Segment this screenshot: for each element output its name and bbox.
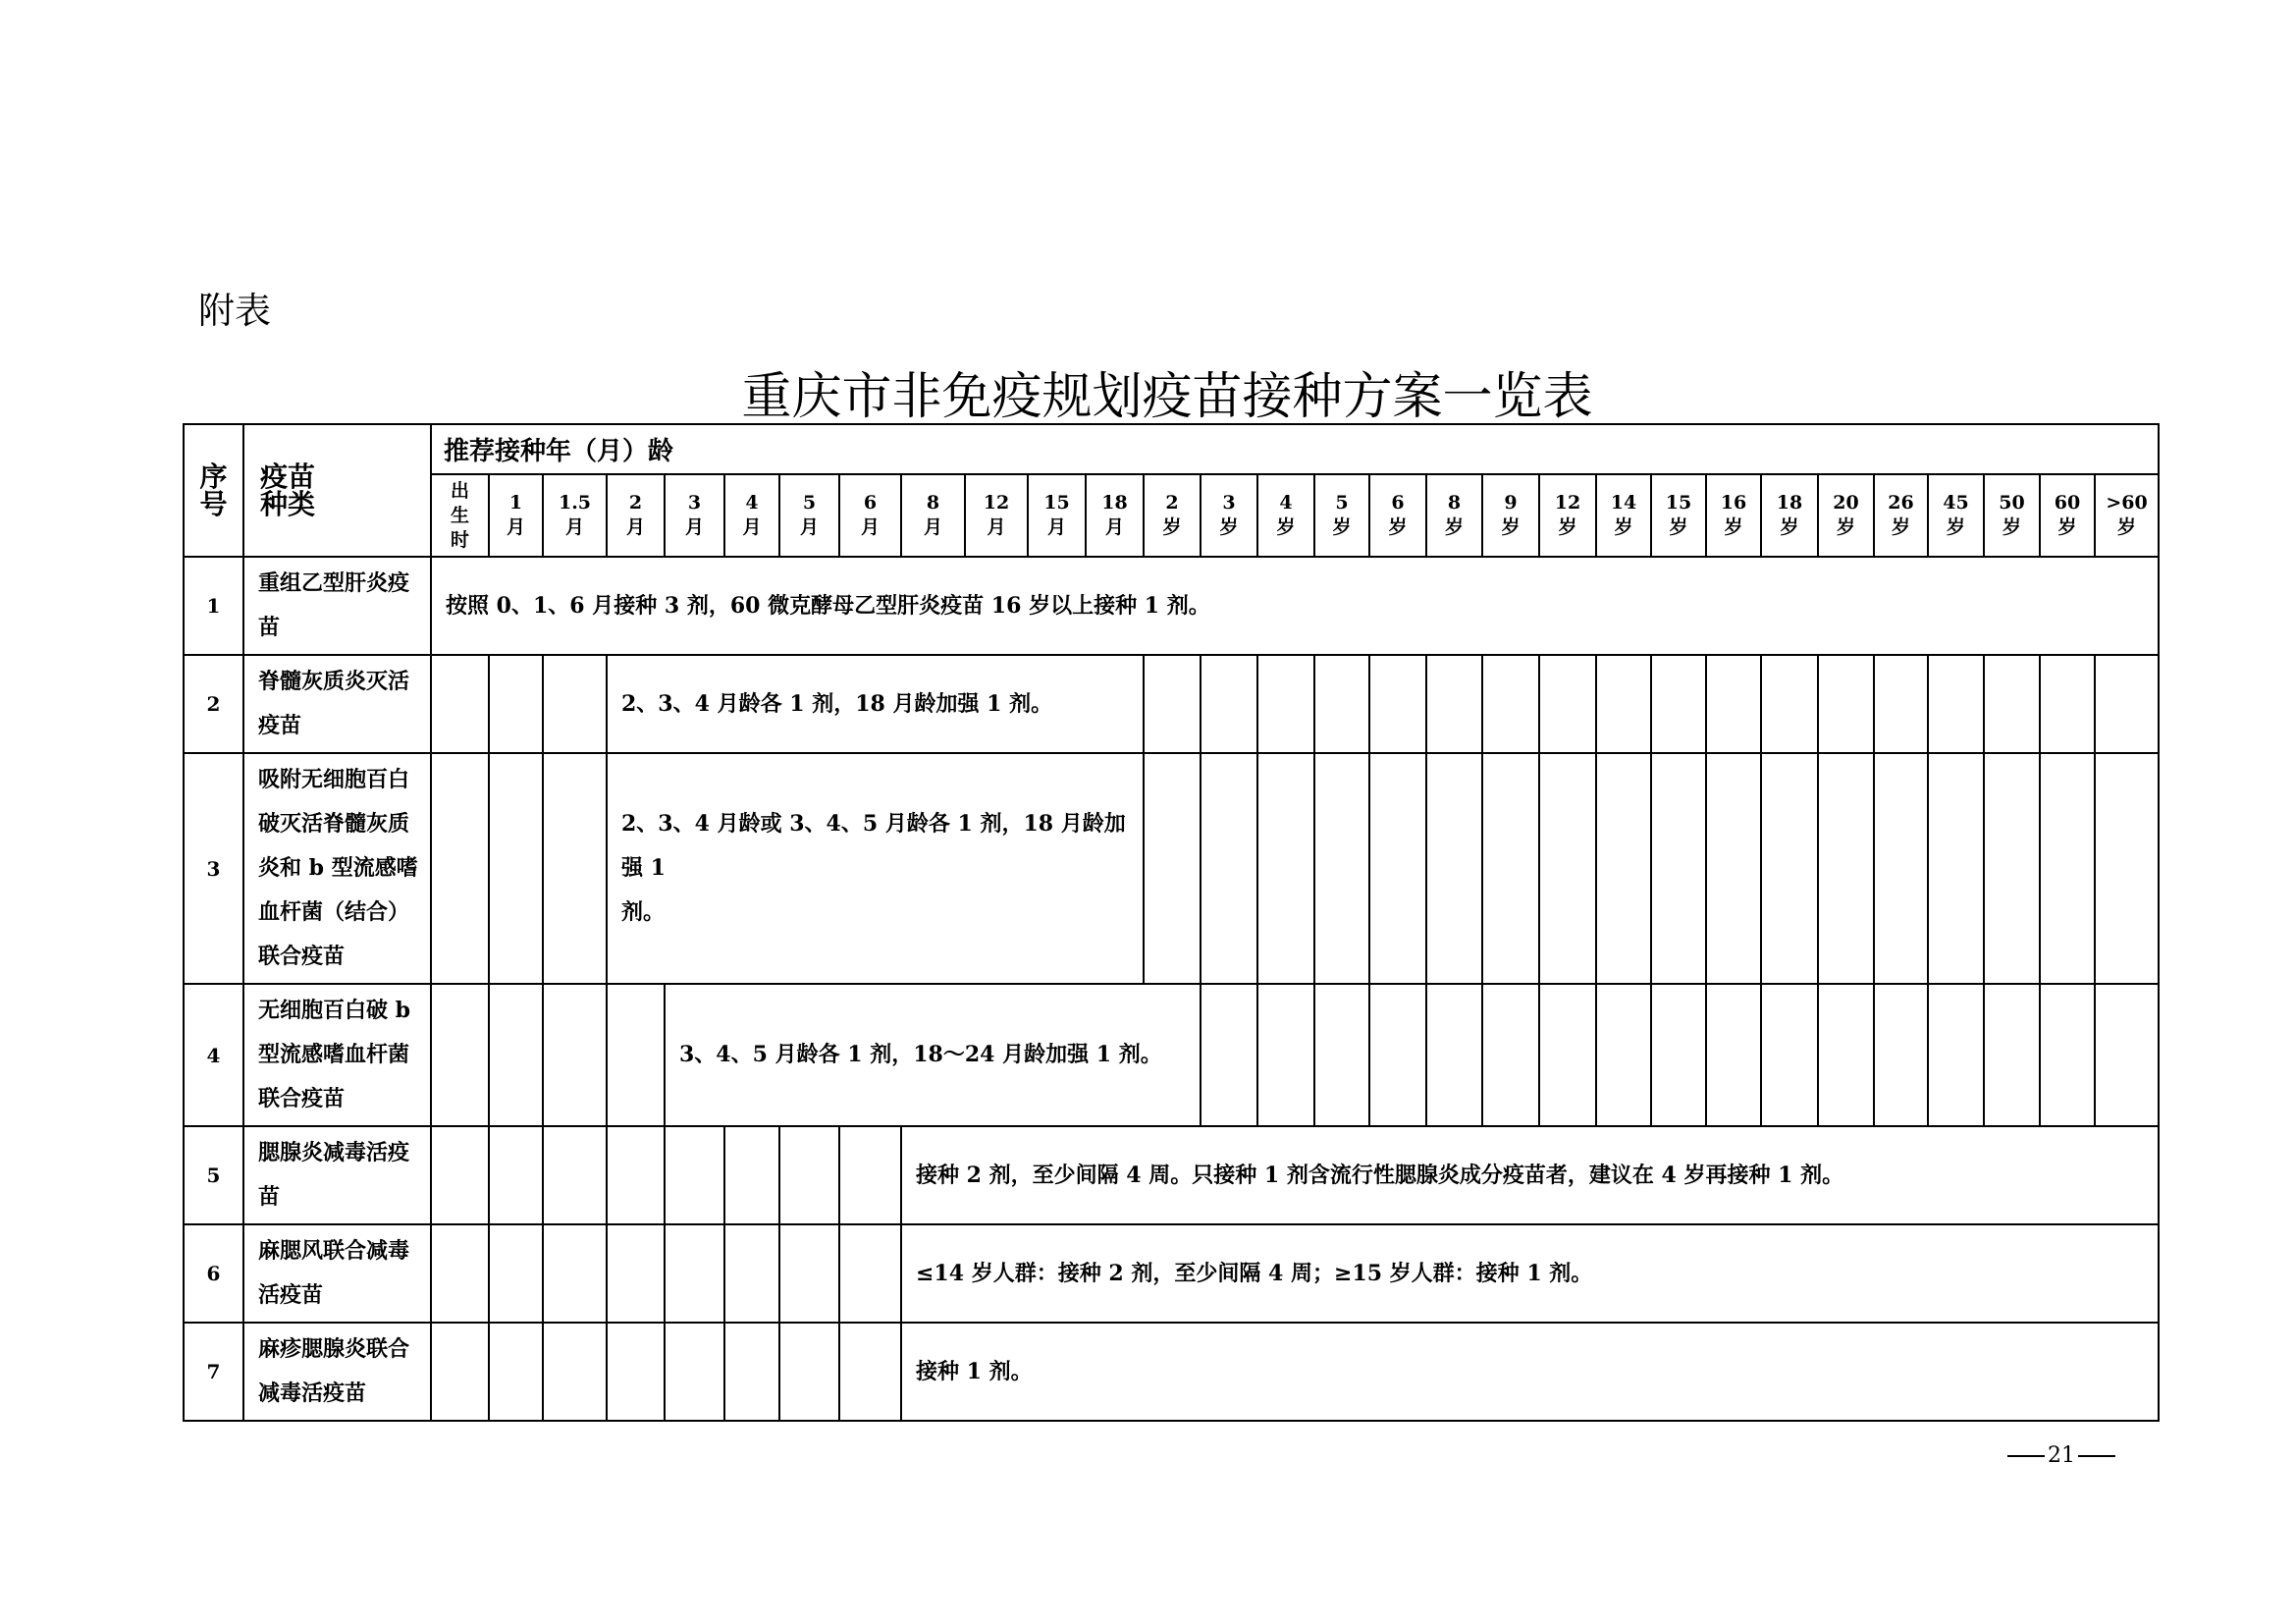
empty-age-cell — [543, 1224, 607, 1323]
age-header-cell: 12 岁 — [1539, 474, 1596, 557]
seq-header: 序 号 — [184, 424, 243, 557]
age-header-cell: >60 岁 — [2095, 474, 2159, 557]
empty-age-cell — [543, 753, 607, 984]
table-row — [184, 984, 2159, 1126]
empty-age-cell — [724, 1323, 779, 1421]
age-group-header: 推荐接种年（月）龄 — [431, 424, 2159, 474]
age-header-cell: 16 岁 — [1706, 474, 1761, 557]
empty-age-cell — [489, 655, 543, 753]
schedule-description: 按照 0、1、6 月接种 3 剂，60 微克酵母乙型肝炎疫苗 16 岁以上接种 1 剂。 — [431, 557, 2159, 655]
empty-age-cell — [2095, 655, 2159, 753]
row-number: 6 — [184, 1224, 243, 1323]
appendix-label: 附表 — [198, 290, 271, 332]
empty-age-cell — [779, 1224, 839, 1323]
table-row — [184, 753, 2159, 984]
row-number: 7 — [184, 1323, 243, 1421]
empty-age-cell — [1761, 753, 1818, 984]
age-header-cell: 9 岁 — [1482, 474, 1539, 557]
empty-age-cell — [1426, 984, 1482, 1126]
age-header-cell: 26 岁 — [1874, 474, 1928, 557]
row-number: 3 — [184, 753, 243, 984]
schedule-description: 2、3、4 月龄或 3、4、5 月龄各 1 剂，18 月龄加强 1 剂。 — [607, 753, 1144, 984]
empty-age-cell — [607, 1323, 665, 1421]
empty-age-cell — [1596, 655, 1651, 753]
empty-age-cell — [2095, 753, 2159, 984]
age-header-cell: 1 月 — [489, 474, 543, 557]
empty-age-cell — [543, 984, 607, 1126]
empty-age-cell — [2095, 984, 2159, 1126]
empty-age-cell — [1651, 655, 1706, 753]
empty-age-cell — [607, 1224, 665, 1323]
empty-age-cell — [1539, 984, 1596, 1126]
empty-age-cell — [1201, 753, 1257, 984]
empty-age-cell — [1928, 984, 1984, 1126]
empty-age-cell — [1144, 753, 1201, 984]
empty-age-cell — [1314, 753, 1369, 984]
table-row — [184, 1323, 2159, 1421]
empty-age-cell — [2040, 984, 2095, 1126]
empty-age-cell — [1651, 753, 1706, 984]
empty-age-cell — [1761, 984, 1818, 1126]
empty-age-cell — [1257, 984, 1314, 1126]
age-header-cell: 50 岁 — [1984, 474, 2040, 557]
empty-age-cell — [665, 1126, 724, 1224]
age-header-cell: 2 岁 — [1144, 474, 1201, 557]
table-row — [184, 557, 2159, 655]
age-header-cell: 18 月 — [1086, 474, 1144, 557]
empty-age-cell — [1706, 655, 1761, 753]
empty-age-cell — [1761, 655, 1818, 753]
empty-age-cell — [665, 1224, 724, 1323]
empty-age-cell — [2040, 753, 2095, 984]
empty-age-cell — [1596, 753, 1651, 984]
empty-age-cell — [2040, 655, 2095, 753]
empty-age-cell — [431, 753, 489, 984]
vaccine-name: 吸附无细胞百白 破灭活脊髓灰质 炎和 b 型流感嗜 血杆菌（结合） 联合疫苗 — [243, 753, 431, 984]
age-header-cell: 4 岁 — [1257, 474, 1314, 557]
empty-age-cell — [1369, 753, 1426, 984]
empty-age-cell — [543, 1126, 607, 1224]
schedule-description: 3、4、5 月龄各 1 剂，18～24 月龄加强 1 剂。 — [665, 984, 1201, 1126]
age-header-cell: 60 岁 — [2040, 474, 2095, 557]
age-header-cell: 12 月 — [965, 474, 1028, 557]
empty-age-cell — [1257, 655, 1314, 753]
age-header-cell: 1.5 月 — [543, 474, 607, 557]
empty-age-cell — [1539, 655, 1596, 753]
empty-age-cell — [839, 1323, 901, 1421]
row-number: 5 — [184, 1126, 243, 1224]
empty-age-cell — [1482, 984, 1539, 1126]
age-header-cell: 18 岁 — [1761, 474, 1818, 557]
vaccine-header: 疫苗 种类 — [243, 424, 431, 557]
table-row — [184, 1126, 2159, 1224]
schedule-description: ≤14 岁人群：接种 2 剂，至少间隔 4 周；≥15 岁人群：接种 1 剂。 — [901, 1224, 2159, 1323]
empty-age-cell — [1818, 984, 1874, 1126]
age-header-cell: 15 月 — [1028, 474, 1086, 557]
age-header-cell: 8 月 — [901, 474, 965, 557]
empty-age-cell — [431, 1224, 489, 1323]
age-header-cell: 2 月 — [607, 474, 665, 557]
empty-age-cell — [1539, 753, 1596, 984]
age-header-cell: 6 月 — [839, 474, 901, 557]
empty-age-cell — [1201, 984, 1257, 1126]
empty-age-cell — [431, 984, 489, 1126]
age-header-cell: 14 岁 — [1596, 474, 1651, 557]
empty-age-cell — [543, 655, 607, 753]
empty-age-cell — [431, 1126, 489, 1224]
schedule-description: 接种 2 剂，至少间隔 4 周。只接种 1 剂含流行性腮腺炎成分疫苗者，建议在 4 岁再接种 1 剂。 — [901, 1126, 2159, 1224]
vaccine-name: 麻疹腮腺炎联合 减毒活疫苗 — [243, 1323, 431, 1421]
age-header-cell: 出 生 时 — [431, 474, 489, 557]
empty-age-cell — [1257, 753, 1314, 984]
row-number: 1 — [184, 557, 243, 655]
empty-age-cell — [489, 1323, 543, 1421]
empty-age-cell — [1984, 753, 2040, 984]
empty-age-cell — [1482, 753, 1539, 984]
empty-age-cell — [665, 1323, 724, 1421]
empty-age-cell — [1144, 655, 1201, 753]
vaccine-name: 重组乙型肝炎疫 苗 — [243, 557, 431, 655]
empty-age-cell — [489, 984, 543, 1126]
age-header-cell: 8 岁 — [1426, 474, 1482, 557]
empty-age-cell — [1928, 655, 1984, 753]
vaccine-name: 无细胞百白破 b 型流感嗜血杆菌 联合疫苗 — [243, 984, 431, 1126]
vaccine-schedule-table — [183, 423, 2160, 1422]
empty-age-cell — [431, 1323, 489, 1421]
schedule-description: 接种 1 剂。 — [901, 1323, 2159, 1421]
vaccine-name: 麻腮风联合减毒 活疫苗 — [243, 1224, 431, 1323]
empty-age-cell — [1369, 655, 1426, 753]
empty-age-cell — [489, 1126, 543, 1224]
table-row — [184, 1224, 2159, 1323]
empty-age-cell — [1874, 984, 1928, 1126]
empty-age-cell — [1984, 655, 2040, 753]
empty-age-cell — [489, 1224, 543, 1323]
row-number: 2 — [184, 655, 243, 753]
empty-age-cell — [1314, 984, 1369, 1126]
age-header-cell: 20 岁 — [1818, 474, 1874, 557]
empty-age-cell — [839, 1224, 901, 1323]
age-header-cell: 15 岁 — [1651, 474, 1706, 557]
vaccine-name: 脊髓灰质炎灭活 疫苗 — [243, 655, 431, 753]
header-row-1 — [184, 424, 2159, 474]
empty-age-cell — [1482, 655, 1539, 753]
empty-age-cell — [1874, 655, 1928, 753]
empty-age-cell — [1201, 655, 1257, 753]
empty-age-cell — [1706, 984, 1761, 1126]
empty-age-cell — [431, 655, 489, 753]
empty-age-cell — [1651, 984, 1706, 1126]
empty-age-cell — [1928, 753, 1984, 984]
empty-age-cell — [1818, 753, 1874, 984]
empty-age-cell — [779, 1126, 839, 1224]
age-header-cell: 6 岁 — [1369, 474, 1426, 557]
empty-age-cell — [1426, 655, 1482, 753]
empty-age-cell — [779, 1323, 839, 1421]
empty-age-cell — [839, 1126, 901, 1224]
age-header-cell: 5 月 — [779, 474, 839, 557]
empty-age-cell — [1818, 655, 1874, 753]
empty-age-cell — [1706, 753, 1761, 984]
empty-age-cell — [607, 1126, 665, 1224]
empty-age-cell — [1984, 984, 2040, 1126]
empty-age-cell — [1874, 753, 1928, 984]
age-header-cell: 3 月 — [665, 474, 724, 557]
empty-age-cell — [724, 1126, 779, 1224]
empty-age-cell — [1596, 984, 1651, 1126]
header-row-ages — [184, 474, 2159, 557]
schedule-description: 2、3、4 月龄各 1 剂，18 月龄加强 1 剂。 — [607, 655, 1144, 753]
empty-age-cell — [607, 984, 665, 1126]
page-number: 21 — [2004, 1443, 2118, 1468]
document-title: 重庆市非免疫规划疫苗接种方案一览表 — [741, 368, 1593, 426]
age-header-cell: 45 岁 — [1928, 474, 1984, 557]
empty-age-cell — [1426, 753, 1482, 984]
empty-age-cell — [1369, 984, 1426, 1126]
empty-age-cell — [1314, 655, 1369, 753]
age-header-cell: 5 岁 — [1314, 474, 1369, 557]
age-header-cell: 4 月 — [724, 474, 779, 557]
age-header-cell: 3 岁 — [1201, 474, 1257, 557]
vaccine-name: 腮腺炎减毒活疫 苗 — [243, 1126, 431, 1224]
empty-age-cell — [724, 1224, 779, 1323]
empty-age-cell — [543, 1323, 607, 1421]
row-number: 4 — [184, 984, 243, 1126]
empty-age-cell — [489, 753, 543, 984]
table-row — [184, 655, 2159, 753]
